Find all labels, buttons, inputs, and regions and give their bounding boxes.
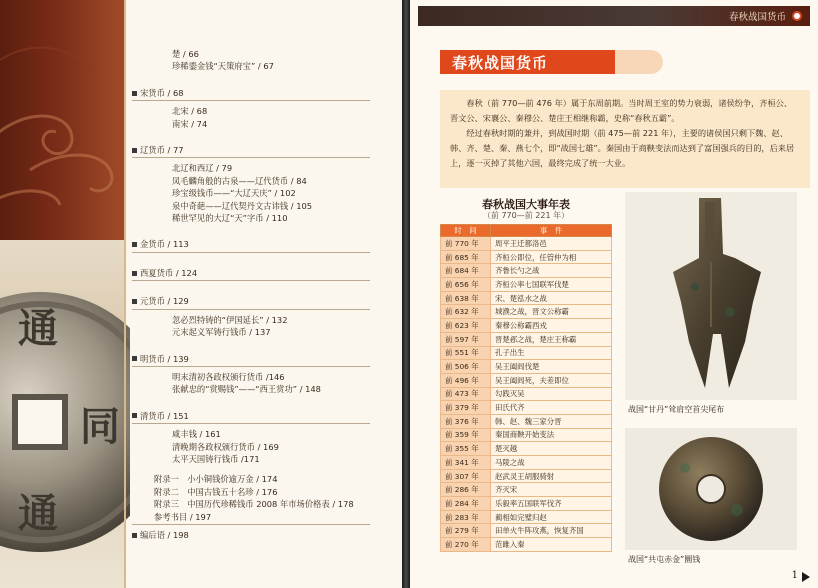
cloud-pattern-icon (0, 0, 124, 240)
ancient-coin-photo (0, 272, 130, 572)
banner-tab-decoration (615, 50, 663, 74)
row-year: 前 284 年 (441, 497, 491, 511)
toc-entry[interactable]: 元末起义军铸行钱币 / 137 (172, 327, 271, 338)
toc-section-ming[interactable] (132, 353, 392, 365)
row-year: 前 684 年 (441, 264, 491, 278)
table-row (441, 442, 612, 456)
row-year: 前 379 年 (441, 401, 491, 415)
toc-section-heading: 宋货币 / 68 (140, 87, 184, 98)
row-year: 前 355 年 (441, 442, 491, 456)
divider (132, 157, 370, 158)
row-event: 乐毅率五国联军伐齐 (491, 497, 612, 511)
row-event: 田单火牛阵攻燕，恢复齐国 (491, 524, 612, 538)
toc-section-heading: 元货币 / 129 (140, 296, 189, 307)
page-divider-line (124, 0, 126, 588)
svg-text:同: 同 (80, 403, 120, 450)
running-header-title: 春秋战国货币 (728, 12, 786, 23)
row-event: 齐桓公即位，任管仲为相 (491, 250, 612, 264)
row-event: 秦穆公称霸西戎 (491, 319, 612, 333)
table-row (441, 387, 612, 401)
section-title-banner (440, 50, 620, 74)
table-row (441, 237, 612, 251)
bullet-square-icon (132, 148, 137, 153)
row-event: 蔺相如完璧归赵 (491, 510, 612, 524)
row-event: 孔子出生 (491, 346, 612, 360)
row-event: 范雎入秦 (491, 538, 612, 552)
row-year: 前 279 年 (441, 524, 491, 538)
table-row (441, 278, 612, 292)
right-page (410, 0, 818, 588)
toc-section-liao[interactable] (132, 144, 392, 156)
toc-appendix[interactable]: 附录一 小小铜钱价逾万金 / 174 (154, 474, 278, 485)
left-page (0, 0, 402, 588)
row-year: 前 623 年 (441, 319, 491, 333)
table-row (441, 264, 612, 278)
table-row (441, 469, 612, 483)
running-header (418, 6, 810, 26)
row-event: 城濮之战，晋文公称霸 (491, 305, 612, 319)
chronology-title: 春秋战国大事年表 (482, 198, 570, 211)
row-event: 赵武灵王胡服骑射 (491, 469, 612, 483)
toc-entry[interactable]: 泉中奇葩——辽代契丹文古讳钱 / 105 (172, 200, 313, 211)
toc-section-heading: 金货币 / 113 (140, 239, 189, 250)
bullet-square-icon (132, 271, 137, 276)
row-year: 前 341 年 (441, 456, 491, 470)
table-row (441, 483, 612, 497)
toc-appendix[interactable]: 附录二 中国古钱五十名珍 / 176 (154, 486, 278, 497)
ring-coin-photo (625, 428, 797, 550)
table-row (441, 428, 612, 442)
divider (132, 524, 370, 525)
row-year: 前 496 年 (441, 373, 491, 387)
bullet-square-icon (132, 413, 137, 418)
decorative-cloud-panel (0, 0, 124, 240)
table-row (441, 510, 612, 524)
section-title: 春秋战国货币 (452, 54, 549, 72)
intro-paragraph: 春秋（前 770—前 476 年）属于东周前期。当时周王室的势力衰弱，诸侯纷争，齐桓公、晋文公、宋襄公、秦穆公、楚庄王相继称霸，史称“春秋五霸”。 (450, 98, 793, 123)
table-row (441, 346, 612, 360)
toc-entry[interactable]: 珍稀鎏金钱“天策府宝” / 67 (172, 61, 274, 72)
table-row (441, 497, 612, 511)
row-event: 田氏代齐 (491, 401, 612, 415)
toc-entry[interactable]: 楚 / 66 (172, 49, 199, 59)
row-event: 勾践灭吴 (491, 387, 612, 401)
table-row (441, 401, 612, 415)
toc-entry[interactable]: 清晚期各政权颁行货币 / 169 (172, 441, 279, 452)
ring-money-image (625, 428, 797, 550)
spade-money-image (625, 192, 797, 400)
intro-paragraph: 经过春秋时期的兼并，到战国时期（前 475—前 221 年），主要的诸侯国只剩下魏、赵、韩、齐、楚、秦、燕七个，即“战国七雄”。秦国由于商鞅变法而达到了富国强兵的目的，后来居上，逐一灭掉了其他六国，最终完成了统一大业。 (450, 128, 795, 168)
toc-entry[interactable]: 北宋 / 68 (172, 106, 208, 117)
row-event: 齐鲁长勺之战 (491, 264, 612, 278)
bullet-square-icon (132, 299, 137, 304)
toc-entry[interactable]: 北辽和西辽 / 79 (172, 163, 233, 174)
toc-entry[interactable]: 凤毛麟角般的古泉——辽代货币 / 84 (172, 175, 307, 186)
page-number: 1 (791, 570, 798, 581)
table-row (441, 332, 612, 346)
row-event: 晋楚邲之战，楚庄王称霸 (491, 332, 612, 346)
bullet-square-icon (132, 91, 137, 96)
toc-section-qing[interactable] (132, 410, 392, 422)
divider (132, 100, 370, 101)
toc-section-heading: 编后语 / 198 (140, 529, 189, 540)
toc-section-heading: 辽货币 / 77 (140, 145, 184, 156)
row-year: 前 597 年 (441, 332, 491, 346)
svg-text:通: 通 (18, 305, 58, 352)
table-row (441, 319, 612, 333)
table-row (441, 456, 612, 470)
toc-entry[interactable]: 太平天国铸行钱币 /171 (172, 453, 260, 464)
row-year: 前 473 年 (441, 387, 491, 401)
row-event: 吴王阖闾死，夫差即位 (491, 373, 612, 387)
column-header-event: 事 件 (491, 225, 612, 237)
circle-bullet-icon (792, 11, 802, 21)
table-header-row (441, 225, 612, 237)
row-event: 齐桓公率七国联军伐楚 (491, 278, 612, 292)
row-year: 前 685 年 (441, 250, 491, 264)
row-year: 前 638 年 (441, 291, 491, 305)
ring-caption: 战国“共屯赤金”圜钱 (628, 555, 701, 564)
row-year: 前 270 年 (441, 538, 491, 552)
toc-entry[interactable]: 珍宝级钱币——“大辽天庆” / 102 (172, 188, 296, 199)
toc-entry[interactable]: 忽必烈特铸的“伊国延长” / 132 (172, 314, 288, 325)
chronology-subtitle: （前 770—前 221 年） (482, 211, 570, 220)
column-header-time: 时 间 (441, 225, 491, 237)
row-event: 韩、赵、魏三家分晋 (491, 414, 612, 428)
toc-appendix[interactable]: 参考书目 / 197 (154, 511, 212, 522)
row-year: 前 359 年 (441, 428, 491, 442)
toc-appendix[interactable]: 附录三 中国历代珍稀钱币 2008 年市场价格表 / 178 (154, 499, 354, 510)
table-row (441, 305, 612, 319)
row-year: 前 656 年 (441, 278, 491, 292)
toc-section-heading: 清货币 / 151 (140, 410, 189, 421)
toc-entry[interactable]: 咸丰钱 / 161 (172, 429, 221, 440)
toc-section-song[interactable] (132, 87, 392, 99)
row-year: 前 551 年 (441, 346, 491, 360)
bullet-square-icon (132, 533, 137, 538)
toc-entry[interactable]: 明末清初各政权颁行货币 /146 (172, 371, 285, 382)
book-gutter (402, 0, 410, 588)
toc-entry[interactable]: 南宋 / 74 (172, 118, 208, 129)
row-year: 前 307 年 (441, 469, 491, 483)
row-year: 前 632 年 (441, 305, 491, 319)
divider (132, 309, 370, 310)
divider (132, 423, 370, 424)
toc-section-jin[interactable] (132, 238, 392, 250)
spade-caption: 战国“甘丹”耸肩空首尖尾布 (628, 405, 725, 414)
table-row (441, 524, 612, 538)
toc-section-heading: 西夏货币 / 124 (140, 267, 198, 278)
table-row (441, 373, 612, 387)
bullet-square-icon (132, 242, 137, 247)
table-row (441, 414, 612, 428)
toc-entry[interactable]: 张献忠的“赏赐钱”——“西王赏功” / 148 (172, 384, 321, 395)
toc-entry[interactable]: 稀世罕见的大辽“天”字币 / 110 (172, 213, 288, 224)
table-row (441, 291, 612, 305)
svg-text:通: 通 (18, 490, 58, 537)
table-row (441, 360, 612, 374)
row-year: 前 286 年 (441, 483, 491, 497)
divider (132, 252, 370, 253)
row-year: 前 283 年 (441, 510, 491, 524)
table-of-contents (132, 48, 392, 541)
row-event: 秦国商鞅开始变法 (491, 428, 612, 442)
table-row (441, 538, 612, 552)
row-event: 齐灭宋 (491, 483, 612, 497)
divider (132, 366, 370, 367)
row-event: 马陵之战 (491, 456, 612, 470)
row-event: 宋、楚泓水之战 (491, 291, 612, 305)
chronology-rows (441, 237, 612, 552)
intro-box (440, 90, 810, 188)
row-year: 前 506 年 (441, 360, 491, 374)
toc-section-xixia[interactable] (132, 267, 392, 279)
row-event: 周平王迁都洛邑 (491, 237, 612, 251)
divider (132, 280, 370, 281)
toc-section-heading: 明货币 / 139 (140, 353, 189, 364)
toc-section-yuan[interactable] (132, 295, 392, 307)
row-event: 吴王阖闾伐楚 (491, 360, 612, 374)
next-page-arrow-icon[interactable] (802, 572, 810, 582)
row-year: 前 770 年 (441, 237, 491, 251)
toc-section-afterword[interactable] (132, 529, 392, 541)
row-year: 前 376 年 (441, 414, 491, 428)
bullet-square-icon (132, 356, 137, 361)
table-row (441, 250, 612, 264)
chronology-table (440, 224, 612, 552)
row-event: 楚灭越 (491, 442, 612, 456)
spade-coin-photo (625, 192, 797, 400)
